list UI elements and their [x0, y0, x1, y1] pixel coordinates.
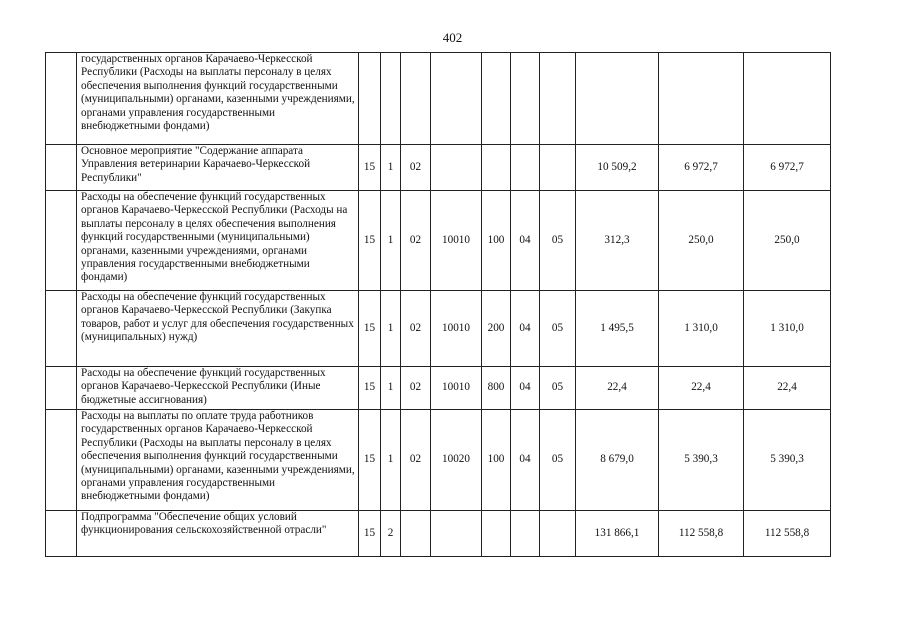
row-description: Расходы на обеспечение функций государственных органов Карачаево-Черкесской Республики (Расходы на выплаты персоналу в целях обеспечения выполнения функций государственными (муниципальными) органами, казенными учреждениями, органами управления государственными внебюджетными фондами): [77, 191, 359, 291]
code-cell: 100: [482, 191, 511, 291]
code-cell: [431, 511, 482, 557]
code-cell: 05: [540, 410, 576, 511]
code-cell: 10020: [431, 410, 482, 511]
table-row: [46, 410, 831, 511]
code-cell: 1: [381, 191, 401, 291]
row-blank-cell: [46, 367, 77, 410]
code-cell: 04: [511, 191, 540, 291]
code-cell: [431, 145, 482, 191]
code-cell: 200: [482, 291, 511, 367]
amount-cell: 112 558,8: [659, 511, 744, 557]
table-row: [46, 191, 831, 291]
row-blank-cell: [46, 410, 77, 511]
code-cell: [511, 53, 540, 145]
code-cell: 10010: [431, 191, 482, 291]
code-cell: [381, 53, 401, 145]
amount-cell: [576, 53, 659, 145]
code-cell: 04: [511, 410, 540, 511]
row-description: Расходы на обеспечение функций государственных органов Карачаево-Черкесской Республики (Закупка товаров, работ и услуг для обеспечения государственных (муниципальных) нужд): [77, 291, 359, 367]
code-cell: 15: [359, 410, 381, 511]
code-cell: 1: [381, 145, 401, 191]
code-cell: [540, 145, 576, 191]
row-blank-cell: [46, 53, 77, 145]
row-blank-cell: [46, 191, 77, 291]
code-cell: [401, 53, 431, 145]
amount-cell: 10 509,2: [576, 145, 659, 191]
table-row: [46, 367, 831, 410]
code-cell: 15: [359, 511, 381, 557]
code-cell: 04: [511, 367, 540, 410]
amount-cell: 1 495,5: [576, 291, 659, 367]
code-cell: 1: [381, 367, 401, 410]
amount-cell: 6 972,7: [659, 145, 744, 191]
row-description: государственных органов Карачаево-Черкесской Республики (Расходы на выплаты персоналу в целях обеспечения выполнения функций государственными (муниципальными) органами, казенными учреждениями, органами управления государственными внебюджетными фондами): [77, 53, 359, 145]
code-cell: 800: [482, 367, 511, 410]
code-cell: [482, 511, 511, 557]
code-cell: 15: [359, 291, 381, 367]
code-cell: 05: [540, 191, 576, 291]
amount-cell: 1 310,0: [659, 291, 744, 367]
table-row: [46, 511, 831, 557]
code-cell: [359, 53, 381, 145]
code-cell: 02: [401, 367, 431, 410]
row-description: Расходы на выплаты по оплате труда работников государственных органов Карачаево-Черкесской Республики (Расходы на выплаты персоналу в целях обеспечения выполнения функций государственными (муниципальными) органами, казенными учреждениями, органами управления государственными внебюджетными фондами): [77, 410, 359, 511]
code-cell: 02: [401, 191, 431, 291]
code-cell: 15: [359, 367, 381, 410]
amount-cell: 8 679,0: [576, 410, 659, 511]
code-cell: [482, 53, 511, 145]
page-number: 402: [442, 30, 463, 45]
amount-cell: 5 390,3: [659, 410, 744, 511]
table-row: [46, 53, 831, 145]
code-cell: 02: [401, 410, 431, 511]
row-description: Подпрограмма "Обеспечение общих условий функционирования сельскохозяйственной отрасли": [77, 511, 359, 557]
table-row: [46, 291, 831, 367]
code-cell: 1: [381, 291, 401, 367]
amount-cell: 6 972,7: [744, 145, 831, 191]
amount-cell: 22,4: [659, 367, 744, 410]
code-cell: 15: [359, 145, 381, 191]
code-cell: 05: [540, 291, 576, 367]
amount-cell: 312,3: [576, 191, 659, 291]
code-cell: 04: [511, 291, 540, 367]
code-cell: 2: [381, 511, 401, 557]
code-cell: 10010: [431, 291, 482, 367]
amount-cell: 22,4: [576, 367, 659, 410]
code-cell: 10010: [431, 367, 482, 410]
code-cell: [540, 511, 576, 557]
row-blank-cell: [46, 511, 77, 557]
amount-cell: 112 558,8: [744, 511, 831, 557]
code-cell: [511, 145, 540, 191]
code-cell: 05: [540, 367, 576, 410]
code-cell: 02: [401, 291, 431, 367]
amount-cell: 1 310,0: [744, 291, 831, 367]
code-cell: 15: [359, 191, 381, 291]
code-cell: 02: [401, 145, 431, 191]
code-cell: [540, 53, 576, 145]
amount-cell: 250,0: [744, 191, 831, 291]
amount-cell: 131 866,1: [576, 511, 659, 557]
code-cell: 1: [381, 410, 401, 511]
amount-cell: 250,0: [659, 191, 744, 291]
amount-cell: 22,4: [744, 367, 831, 410]
code-cell: [431, 53, 482, 145]
code-cell: [401, 511, 431, 557]
amount-cell: 5 390,3: [744, 410, 831, 511]
row-blank-cell: [46, 291, 77, 367]
code-cell: [482, 145, 511, 191]
amount-cell: [659, 53, 744, 145]
code-cell: [511, 511, 540, 557]
row-description: Основное мероприятие "Содержание аппарата Управления ветеринарии Карачаево-Черкесской Республики": [77, 145, 359, 191]
code-cell: 100: [482, 410, 511, 511]
row-blank-cell: [46, 145, 77, 191]
row-description: Расходы на обеспечение функций государственных органов Карачаево-Черкесской Республики (Иные бюджетные ассигнования): [77, 367, 359, 410]
table-row: [46, 145, 831, 191]
budget-table: [45, 52, 831, 557]
amount-cell: [744, 53, 831, 145]
